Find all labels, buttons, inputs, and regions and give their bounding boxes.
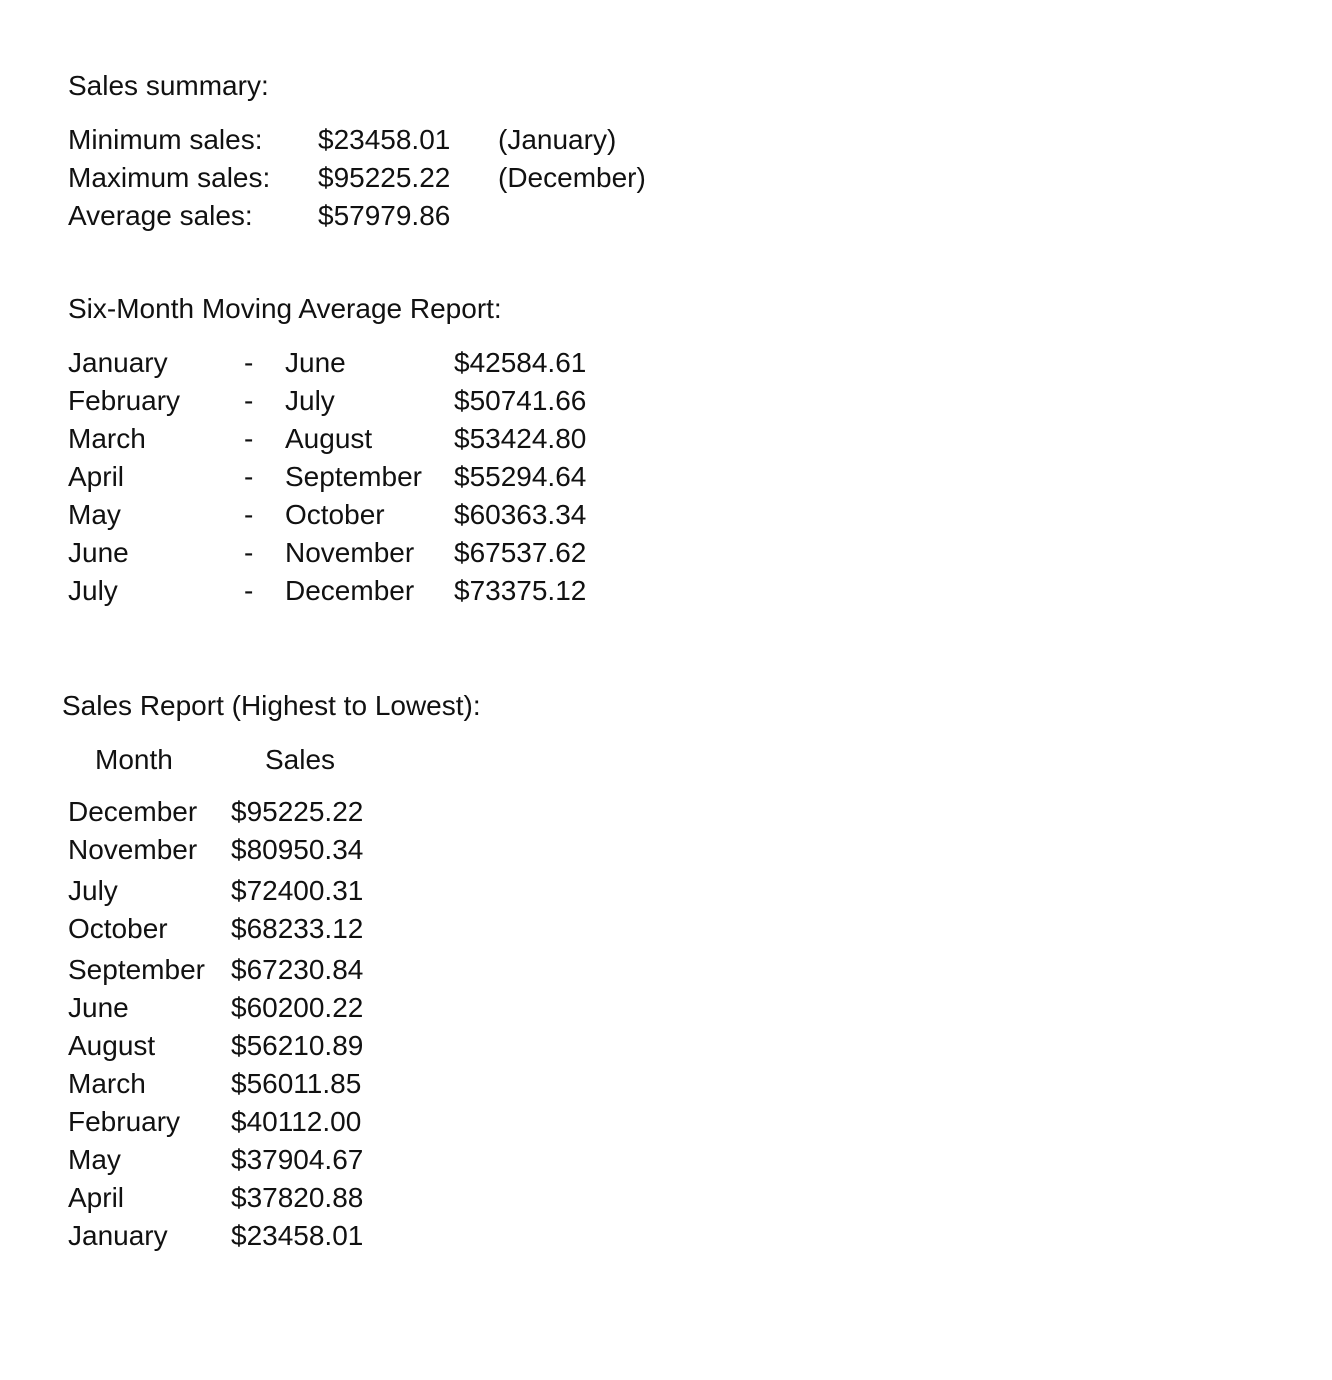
sales-row-month: February [68,1106,181,1137]
sales-report-col-month: Month [95,744,173,775]
ma-row-start: February [68,385,181,416]
sales-row-month: October [68,913,168,944]
sales-row-month: September [68,954,205,985]
ma-row-value: $53424.80 [454,423,587,454]
sales-row-value: $40112.00 [231,1106,362,1137]
sales-row-month: March [68,1068,146,1099]
summary-min-label: Minimum sales: [68,124,263,155]
ma-row-end: July [285,385,335,416]
sales-row-month: December [68,796,198,827]
summary-max-note: (December) [498,162,646,193]
ma-row-end: June [285,347,346,378]
sales-row-value: $56210.89 [231,1030,364,1061]
sales-row-month: January [68,1220,168,1251]
ma-row-sep: - [244,461,254,492]
sales-row-value: $23458.01 [231,1220,364,1251]
moving-average-heading: Six-Month Moving Average Report: [68,293,502,324]
sales-row-value: $60200.22 [231,992,364,1023]
sales-row-month: July [68,875,118,906]
ma-row-start: July [68,575,118,606]
sales-row-value: $80950.34 [231,834,364,865]
ma-row-value: $67537.62 [454,537,587,568]
summary-max-value: $95225.22 [318,162,451,193]
sales-row-value: $68233.12 [231,913,364,944]
sales-report-col-sales: Sales [265,744,336,775]
ma-row-end: August [285,423,373,454]
ma-row-end: October [285,499,385,530]
ma-row-sep: - [244,347,254,378]
sales-row-month: May [68,1144,121,1175]
sales-row-value: $72400.31 [231,875,364,906]
ma-row-end: September [285,461,422,492]
sales-row-month: June [68,992,129,1023]
ma-row-start: May [68,499,121,530]
ma-row-value: $73375.12 [454,575,587,606]
ma-row-sep: - [244,499,254,530]
ma-row-start: March [68,423,146,454]
summary-avg-label: Average sales: [68,200,253,231]
ma-row-value: $50741.66 [454,385,587,416]
ma-row-value: $42584.61 [454,347,587,378]
ma-row-sep: - [244,575,254,606]
ma-row-start: April [68,461,125,492]
sales-row-value: $95225.22 [231,796,364,827]
ma-row-sep: - [244,537,254,568]
sales-row-month: April [68,1182,125,1213]
sales-report-heading: Sales Report (Highest to Lowest): [62,690,481,721]
sales-row-value: $37820.88 [231,1182,364,1213]
summary-avg-value: $57979.86 [318,200,451,231]
sales-row-value: $56011.85 [231,1068,362,1099]
ma-row-start: January [68,347,168,378]
summary-heading: Sales summary: [68,70,269,101]
ma-row-end: December [285,575,415,606]
summary-max-label: Maximum sales: [68,162,271,193]
summary-min-note: (January) [498,124,617,155]
sales-row-month: November [68,834,198,865]
sales-row-month: August [68,1030,156,1061]
ma-row-sep: - [244,385,254,416]
ma-row-sep: - [244,423,254,454]
ma-row-start: June [68,537,129,568]
summary-min-value: $23458.01 [318,124,451,155]
ma-row-value: $55294.64 [454,461,587,492]
ma-row-value: $60363.34 [454,499,587,530]
sales-row-value: $67230.84 [231,954,364,985]
ma-row-end: November [285,537,415,568]
sales-row-value: $37904.67 [231,1144,364,1175]
